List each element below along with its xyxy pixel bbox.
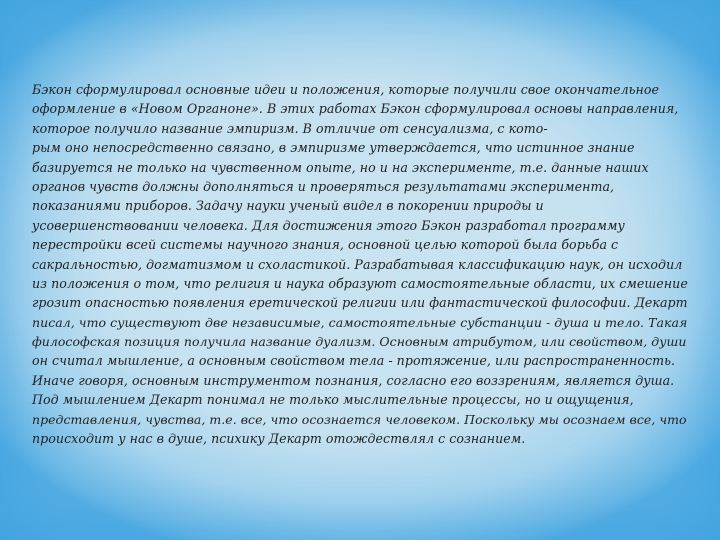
text-line: которое получило название эмпиризм. В отличие от сенсуализма, с кото- xyxy=(32,120,548,136)
text-line: из положения о том, что религия и наука образуют самостоятельные области, их смешение xyxy=(32,275,688,291)
text-line: представления, чувства, т.е. все, что осознается человеком. Поскольку мы осознаем все, что xyxy=(32,411,687,427)
text-line: базируется не только на чувственном опыте, но и на эксперименте, т.е. данные наших xyxy=(32,159,649,175)
text-line: показаниями приборов. Задачу науки ученый видел в покорении природы и xyxy=(32,198,544,214)
text-line: писал, что существуют две независимые, самостоятельные субстанции - душа и тело. Такая xyxy=(32,314,688,330)
text-line: Бэкон сформулировал основные идеи и положения, которые получили свое окончательное xyxy=(32,82,660,97)
text-line: перестройки всей системы научного знания, основной целью которой была борьба с xyxy=(32,237,619,253)
text-line: сакральностью, догматизмом и схоластикой. Разрабатывая классификацию наук, он исходил xyxy=(32,256,683,272)
text-line: философская позиция получила название дуализм. Основным атрибутом, или свойством, души xyxy=(32,334,687,350)
text-line: грозит опасностью появления еретической религии или фантастической философии. Декарт xyxy=(32,295,688,311)
text-line: Иначе говоря, основным инструментом познания, согласно его воззрениям, является душа. xyxy=(32,372,675,388)
text-line: усовершенствовании человека. Для достижения этого Бэкон разработал программу xyxy=(32,217,625,233)
text-line: происходит у нас в душе, психику Декарт отождествлял с сознанием. xyxy=(32,431,526,447)
text-line: он считал мышление, а основным свойством тела - протяжение, или распространенность. xyxy=(32,353,676,369)
text-line: рым оно непосредственно связано, в эмпиризме утверждается, что истинное знание xyxy=(32,140,635,156)
text-line: органов чувств должны дополняться и проверяться результатами эксперимента, xyxy=(32,178,615,194)
text-line: Под мышлением Декарт понимал не только мыслительные процессы, но и ощущения, xyxy=(32,392,634,408)
text-line: оформление в «Новом Органоне». В этих работах Бэкон сформулировал основы направления, xyxy=(32,101,679,117)
body-text xyxy=(32,80,690,448)
